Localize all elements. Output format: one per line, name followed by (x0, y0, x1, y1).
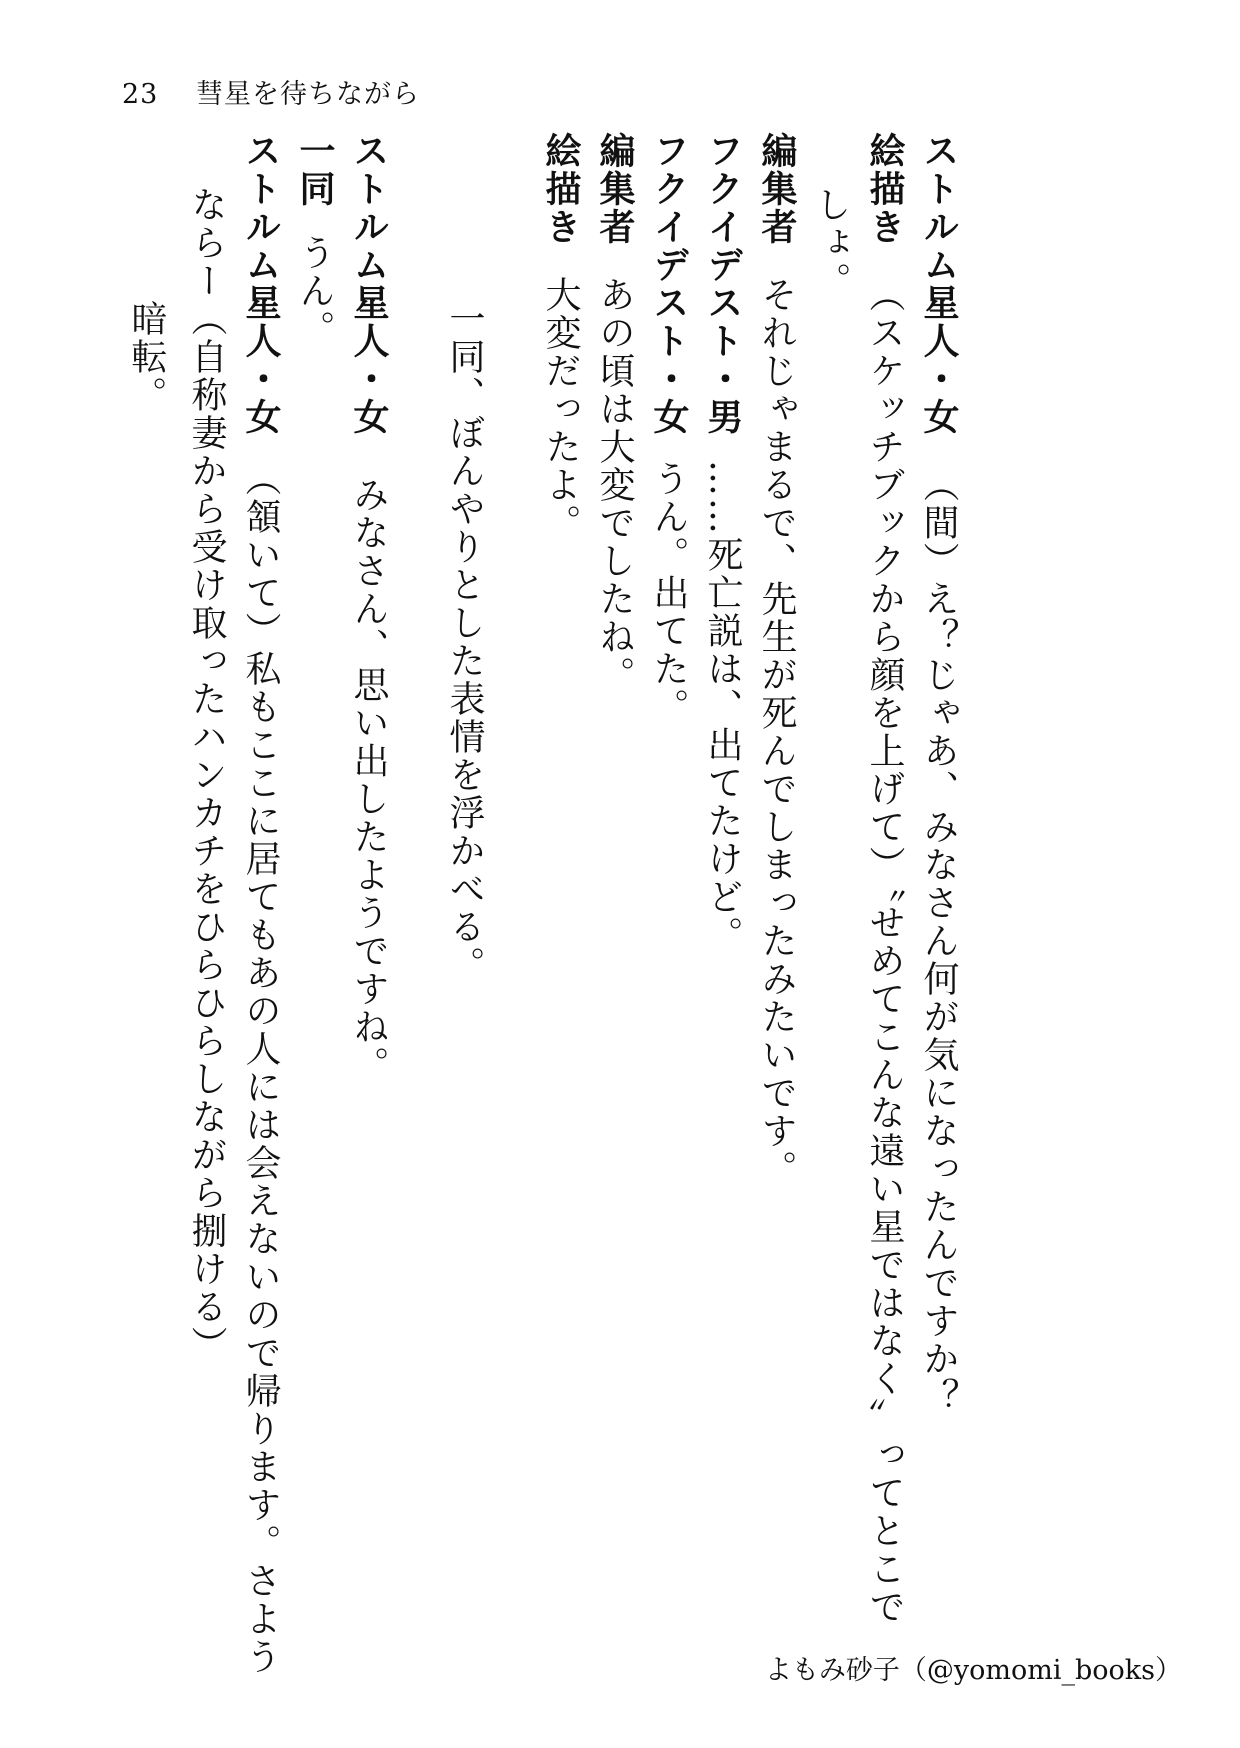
dialogue-text: あの頃は大変でしたね。 (594, 276, 635, 694)
speaker-name: 編集者 (756, 132, 797, 246)
script-line (648, 132, 689, 726)
page-header (122, 72, 420, 111)
stage-direction (444, 300, 485, 984)
stage-direction-text: 暗転。 (126, 300, 167, 414)
dialogue-text: 大変だったよ。 (540, 276, 581, 542)
dialogue-text: ……死亡説は、出てたけど。 (702, 460, 743, 954)
script-line-continuation (186, 186, 227, 1364)
script-line (540, 132, 581, 542)
script-line (918, 132, 959, 1416)
script-line (240, 132, 281, 1676)
script-line (864, 132, 905, 1626)
dialogue-text: ならー（自称妻から受け取ったハンカチをひらひらしながら捌ける） (186, 186, 227, 1364)
speaker-name: フクイデスト・男 (702, 132, 743, 436)
play-title: 彗星を待ちながら (195, 79, 420, 110)
author-credit: よもみ砂子（@yomomi_books） (764, 1655, 1182, 1686)
speaker-name: 絵描き (540, 132, 581, 246)
dialogue-text: （頷いて）私もここに居てもあの人には会えないので帰ります。さよう (240, 460, 281, 1676)
dialogue-text: みなさん、思い出したようですね。 (348, 476, 389, 1084)
dialogue-text: うん。 (294, 234, 335, 348)
script-line (348, 132, 389, 1084)
script-line (594, 132, 635, 694)
script-line (294, 132, 335, 348)
speaker-name: ストルム星人・女 (348, 132, 389, 436)
dialogue-text: うん。出てた。 (648, 460, 689, 726)
speaker-name: 編集者 (594, 132, 635, 246)
speaker-name: 絵描き (864, 132, 905, 246)
dialogue-text: しょ。 (810, 186, 851, 300)
page-number: 23 (122, 79, 159, 110)
speaker-name: ストルム星人・女 (918, 132, 959, 436)
script-line (702, 132, 743, 954)
script-line-continuation (810, 186, 851, 300)
speaker-name: ストルム星人・女 (240, 132, 281, 436)
stage-direction-text: 一同、ぼんやりとした表情を浮かべる。 (444, 300, 485, 984)
script-line (756, 132, 797, 1188)
stage-direction (126, 300, 167, 414)
dialogue-text: （間）え？じゃあ、みなさん何が気になったんですか？ (918, 466, 959, 1416)
speaker-name: 一同 (294, 132, 335, 208)
dialogue-text: それじゃまるで、先生が死んでしまったみたいです。 (756, 276, 797, 1188)
speaker-name: フクイデスト・女 (648, 132, 689, 436)
dialogue-text: （スケッチブックから顔を上げて）〝せめてこんな遠い星ではなく〟ってとこで (864, 276, 905, 1626)
